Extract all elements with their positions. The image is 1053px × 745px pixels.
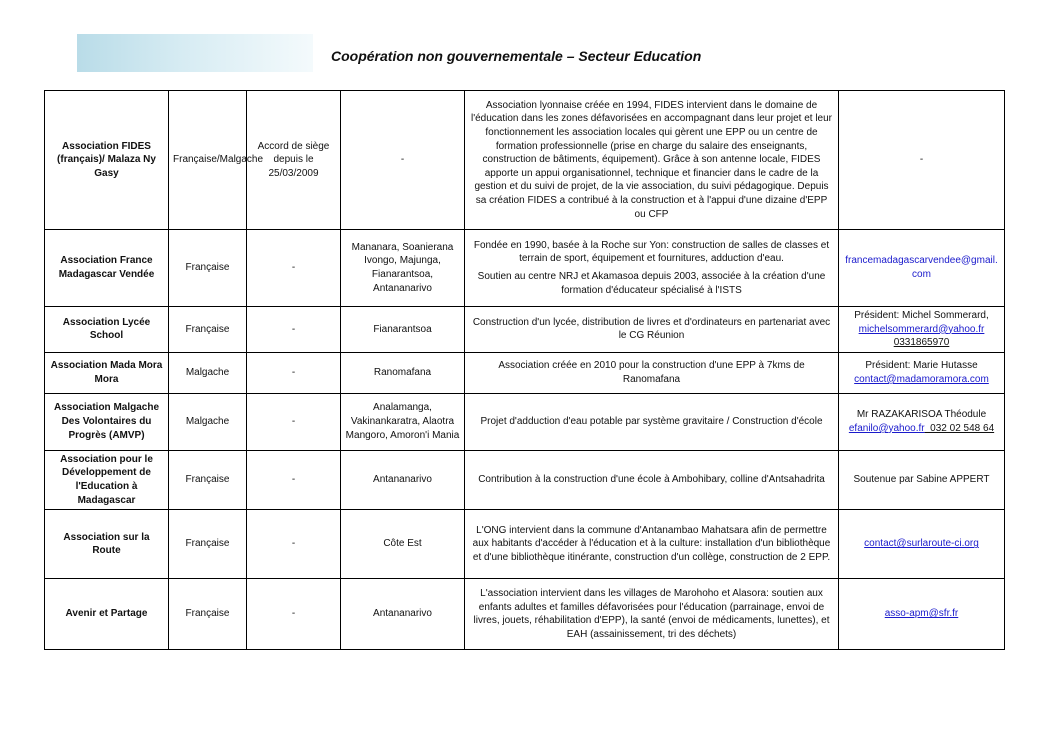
contact-text: Soutenue par Sabine APPERT xyxy=(853,474,990,486)
contact-line xyxy=(843,473,1000,487)
contact-cell xyxy=(839,91,1005,230)
table-row xyxy=(45,307,1005,353)
ngo-table xyxy=(44,90,1005,650)
description-paragraph: Fondée en 1990, basée à la Roche sur Yon: construction de salles de classes et terrain de sport, équipement et fournitures, adduction d'eau. xyxy=(473,239,830,265)
table-row xyxy=(45,91,1005,230)
intervention-zones-cell: - xyxy=(341,91,465,230)
nationality-cell: Française xyxy=(169,510,247,579)
nationality-cell: Française xyxy=(169,450,247,509)
contact-text: Président: Michel Sommerard, xyxy=(854,310,989,321)
status-cell: Accord de siège depuis le 25/03/2009 xyxy=(247,91,341,230)
status-cell: - xyxy=(247,510,341,579)
contact-cell xyxy=(839,450,1005,509)
description-cell xyxy=(465,352,839,393)
description-paragraph: Association lyonnaise créée en 1994, FIDES intervient dans le domaine de l'éducation dans les zones défavorisées en accompagnant dans leur projet et leur fonctionnement les association locales qui gèrent une EPP ou un centre de formation professionnelle (prise en charge du salaire des enseignants, construction de bâtiments, équipement). Grâce à son antenne locale, FIDES apporte un appui organisationnel, technique et financier dans le cadre de la gestion et du suivi de projet, de la vie association, du suivi pédagogique. Depuis sa création FIDES a contribué à la construction et à l'appui d'une dizaine d'EPP ou CFP xyxy=(470,99,833,220)
nationality-cell: Française/Malgache xyxy=(169,91,247,230)
contact-line xyxy=(843,408,1000,422)
page-title: Coopération non gouvernementale – Secteur Education xyxy=(331,48,702,64)
description-paragraph: Soutien au centre NRJ et Akamasoa depuis 2003, associée à la création d'une formation d'éducateur spécialisé à l'ISTS xyxy=(477,271,826,296)
table-row xyxy=(45,579,1005,650)
intervention-zones-cell: Mananara, Soanierana Ivongo, Majunga, Fianarantsoa, Antananarivo xyxy=(341,230,465,307)
description-paragraph: Association créée en 2010 pour la construction d'une EPP à 7kms de Ranomafana xyxy=(498,360,805,385)
description-cell xyxy=(465,393,839,450)
table-row xyxy=(45,230,1005,307)
status-cell: - xyxy=(247,450,341,509)
contact-cell xyxy=(839,352,1005,393)
description-cell xyxy=(465,450,839,509)
nationality-cell: Française xyxy=(169,579,247,650)
contact-line xyxy=(843,309,1000,323)
table-row xyxy=(45,393,1005,450)
contact-line xyxy=(843,254,1000,281)
table-row xyxy=(45,510,1005,579)
organization-name-cell: Association pour le Développement de l'Education à Madagascar xyxy=(45,450,169,509)
description-paragraph: Construction d'un lycée, distribution de livres et d'ordinateurs en partenariat avec le CG Réunion xyxy=(472,316,831,342)
description-paragraph: L'association intervient dans les villages de Marohoho et Alasora: soutien aux enfants adultes et familles défavorisées pour l'éducation (parrainage, envoi de livres, jouets, réhabilitation d'EPP), la santé (envoi de médicaments, lunettes), et EAH (assainissement, tri des déchets) xyxy=(473,587,830,640)
description-paragraph: L'ONG intervient dans la commune d'Antanambao Mahatsara afin de permettre aux habitants d'accéder à l'éducation et à la culture: installation d'un bibliothèque et d'une bibliothèque itinérante, construction d'un collège, construction de 2 EPP. xyxy=(472,524,831,563)
description-paragraph: Projet d'adduction d'eau potable par système gravitaire / Construction d'école xyxy=(480,415,823,427)
intervention-zones-cell: Analamanga, Vakinankaratra, Alaotra Mangoro, Amoron'i Mania xyxy=(341,393,465,450)
email-link[interactable]: contact@surlaroute-ci.org xyxy=(864,538,979,550)
description-cell xyxy=(465,91,839,230)
organization-name-cell: Avenir et Partage xyxy=(45,579,169,650)
contact-line xyxy=(843,537,1000,551)
intervention-zones-cell: Ranomafana xyxy=(341,352,465,393)
contact-line xyxy=(843,153,1000,167)
intervention-zones-cell: Fianarantsoa xyxy=(341,307,465,353)
contact-cell xyxy=(839,393,1005,450)
contact-text: Mr RAZAKARISOA Théodule xyxy=(856,409,987,421)
contact-cell xyxy=(839,510,1005,579)
status-cell: - xyxy=(247,393,341,450)
nationality-cell: Malgache xyxy=(169,352,247,393)
email-link[interactable]: efanilo@yahoo.fr xyxy=(848,422,925,434)
description-paragraph: Contribution à la construction d'une école à Ambohibary, colline d'Antsahadrita xyxy=(478,474,825,486)
contact-line xyxy=(843,323,1000,337)
status-cell: - xyxy=(247,579,341,650)
description-cell xyxy=(465,307,839,353)
email-link[interactable]: michelsommerard@yahoo.fr xyxy=(858,323,985,335)
phone-number: 032 02 548 64 xyxy=(924,422,995,434)
organization-name-cell: Association FIDES (français)/ Malaza Ny Gasy xyxy=(45,91,169,230)
description-cell xyxy=(465,579,839,650)
header-banner xyxy=(77,34,313,72)
intervention-zones-cell: Antananarivo xyxy=(341,579,465,650)
contact-cell xyxy=(839,307,1005,353)
contact-line xyxy=(843,373,1000,387)
contact-text: - xyxy=(919,154,924,166)
nationality-cell: Française xyxy=(169,230,247,307)
intervention-zones-cell: Antananarivo xyxy=(341,450,465,509)
contact-line xyxy=(843,359,1000,373)
status-cell: - xyxy=(247,307,341,353)
table-row xyxy=(45,352,1005,393)
contact-text: Président: Marie Hutasse xyxy=(865,360,978,372)
organization-name-cell: Association Lycée School xyxy=(45,307,169,353)
email-link[interactable]: contact@madamoramora.com xyxy=(854,373,989,385)
organization-name-cell: Association France Madagascar Vendée xyxy=(45,230,169,307)
status-cell: - xyxy=(247,352,341,393)
contact-cell xyxy=(839,579,1005,650)
nationality-cell: Française xyxy=(169,307,247,353)
table-row xyxy=(45,450,1005,509)
email-link[interactable]: francemadagascarvendee@gmail.com xyxy=(845,255,998,280)
description-cell xyxy=(465,230,839,307)
description-cell xyxy=(465,510,839,579)
status-cell: - xyxy=(247,230,341,307)
organization-name-cell: Association sur la Route xyxy=(45,510,169,579)
contact-line xyxy=(843,336,1000,350)
nationality-cell: Malgache xyxy=(169,393,247,450)
contact-line xyxy=(843,422,1000,436)
phone-number: 0331865970 xyxy=(893,337,950,349)
contact-line xyxy=(843,607,1000,621)
email-link[interactable]: asso-apm@sfr.fr xyxy=(884,608,959,620)
organization-name-cell: Association Mada Mora Mora xyxy=(45,352,169,393)
contact-cell xyxy=(839,230,1005,307)
intervention-zones-cell: Côte Est xyxy=(341,510,465,579)
organization-name-cell: Association Malgache Des Volontaires du Progrès (AMVP) xyxy=(45,393,169,450)
